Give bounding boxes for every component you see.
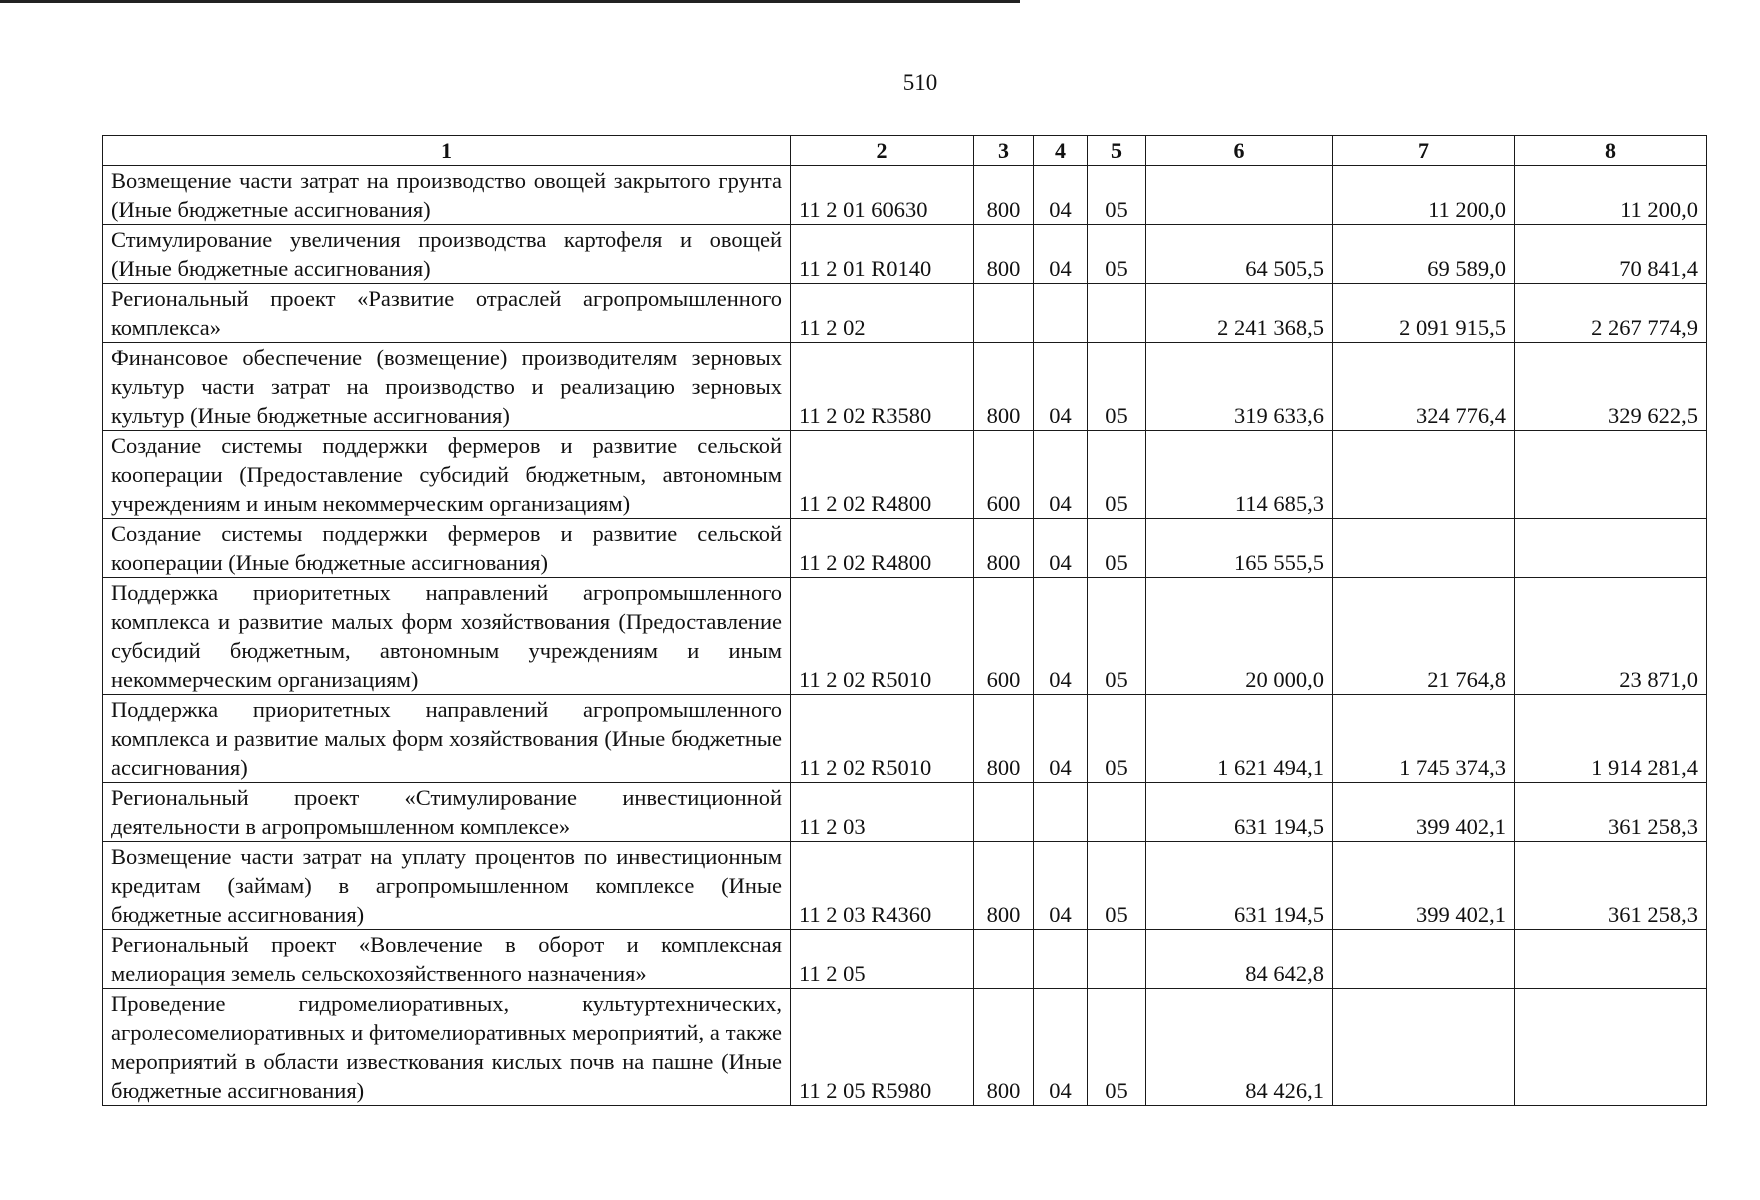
row-rz: 04 bbox=[1034, 225, 1088, 284]
header-col-2: 2 bbox=[791, 136, 974, 166]
row-value-7 bbox=[1333, 519, 1515, 578]
top-rule bbox=[0, 0, 1020, 3]
row-pr bbox=[1088, 284, 1146, 343]
row-value-7: 11 200,0 bbox=[1333, 166, 1515, 225]
row-vr: 800 bbox=[974, 695, 1034, 783]
row-code: 11 2 02 R4800 bbox=[791, 519, 974, 578]
row-name: Региональный проект «Стимулирование инвестиционной деятельности в агропромышленном комплексе» bbox=[103, 783, 791, 842]
row-code: 11 2 01 R0140 bbox=[791, 225, 974, 284]
row-pr: 05 bbox=[1088, 578, 1146, 695]
row-name: Возмещение части затрат на уплату процентов по инвестиционным кредитам (займам) в агропромышленном комплексе (Иные бюджетные ассигнования) bbox=[103, 842, 791, 930]
header-col-7: 7 bbox=[1333, 136, 1515, 166]
table-row bbox=[103, 695, 1707, 783]
row-rz: 04 bbox=[1034, 166, 1088, 225]
row-vr bbox=[974, 783, 1034, 842]
row-value-6: 319 633,6 bbox=[1146, 343, 1333, 431]
row-code: 11 2 05 bbox=[791, 930, 974, 989]
row-code: 11 2 02 R5010 bbox=[791, 695, 974, 783]
row-vr: 800 bbox=[974, 989, 1034, 1106]
row-vr: 800 bbox=[974, 225, 1034, 284]
row-value-8 bbox=[1515, 431, 1707, 519]
row-value-8: 70 841,4 bbox=[1515, 225, 1707, 284]
row-name: Создание системы поддержки фермеров и развитие сельской кооперации (Иные бюджетные ассигнования) bbox=[103, 519, 791, 578]
row-pr: 05 bbox=[1088, 989, 1146, 1106]
row-pr: 05 bbox=[1088, 225, 1146, 284]
row-vr: 800 bbox=[974, 166, 1034, 225]
row-value-6: 84 426,1 bbox=[1146, 989, 1333, 1106]
row-rz: 04 bbox=[1034, 695, 1088, 783]
row-pr bbox=[1088, 930, 1146, 989]
header-col-8: 8 bbox=[1515, 136, 1707, 166]
table-row bbox=[103, 578, 1707, 695]
row-vr: 600 bbox=[974, 578, 1034, 695]
row-vr: 600 bbox=[974, 431, 1034, 519]
header-col-3: 3 bbox=[974, 136, 1034, 166]
row-rz: 04 bbox=[1034, 842, 1088, 930]
header-col-4: 4 bbox=[1034, 136, 1088, 166]
header-col-6: 6 bbox=[1146, 136, 1333, 166]
table-row bbox=[103, 842, 1707, 930]
row-value-6: 1 621 494,1 bbox=[1146, 695, 1333, 783]
row-name: Проведение гидромелиоративных, культуртехнических, агролесомелиоративных и фитомелиоративных мероприятий, а также мероприятий в области известкования кислых почв на пашне (Иные бюджетные ассигнования) bbox=[103, 989, 791, 1106]
row-name: Поддержка приоритетных направлений агропромышленного комплекса и развитие малых форм хозяйствования (Предоставление субсидий бюджетным, автономным учреждениям и иным некоммерческим организациям) bbox=[103, 578, 791, 695]
row-name: Стимулирование увеличения производства картофеля и овощей (Иные бюджетные ассигнования) bbox=[103, 225, 791, 284]
row-rz bbox=[1034, 783, 1088, 842]
row-vr: 800 bbox=[974, 519, 1034, 578]
row-value-7 bbox=[1333, 930, 1515, 989]
row-value-6: 2 241 368,5 bbox=[1146, 284, 1333, 343]
row-value-6: 20 000,0 bbox=[1146, 578, 1333, 695]
row-value-7: 399 402,1 bbox=[1333, 842, 1515, 930]
row-name: Финансовое обеспечение (возмещение) производителям зерновых культур части затрат на производство и реализацию зерновых культур (Иные бюджетные ассигнования) bbox=[103, 343, 791, 431]
row-value-6: 165 555,5 bbox=[1146, 519, 1333, 578]
row-vr: 800 bbox=[974, 343, 1034, 431]
row-code: 11 2 01 60630 bbox=[791, 166, 974, 225]
header-col-1: 1 bbox=[103, 136, 791, 166]
row-name: Поддержка приоритетных направлений агропромышленного комплекса и развитие малых форм хозяйствования (Иные бюджетные ассигнования) bbox=[103, 695, 791, 783]
table-row bbox=[103, 783, 1707, 842]
row-rz: 04 bbox=[1034, 519, 1088, 578]
header-col-5: 5 bbox=[1088, 136, 1146, 166]
row-value-8: 361 258,3 bbox=[1515, 783, 1707, 842]
row-value-8 bbox=[1515, 519, 1707, 578]
row-value-7: 1 745 374,3 bbox=[1333, 695, 1515, 783]
table-row bbox=[103, 989, 1707, 1106]
row-value-6: 64 505,5 bbox=[1146, 225, 1333, 284]
row-value-6: 631 194,5 bbox=[1146, 783, 1333, 842]
row-rz: 04 bbox=[1034, 343, 1088, 431]
row-value-7: 324 776,4 bbox=[1333, 343, 1515, 431]
row-value-6 bbox=[1146, 166, 1333, 225]
row-pr bbox=[1088, 783, 1146, 842]
row-value-7: 21 764,8 bbox=[1333, 578, 1515, 695]
row-rz: 04 bbox=[1034, 578, 1088, 695]
row-code: 11 2 03 R4360 bbox=[791, 842, 974, 930]
budget-table bbox=[102, 135, 1707, 1106]
row-rz: 04 bbox=[1034, 989, 1088, 1106]
row-value-8 bbox=[1515, 989, 1707, 1106]
row-code: 11 2 02 R4800 bbox=[791, 431, 974, 519]
row-value-6: 631 194,5 bbox=[1146, 842, 1333, 930]
row-value-7 bbox=[1333, 431, 1515, 519]
row-name: Возмещение части затрат на производство овощей закрытого грунта (Иные бюджетные ассигнования) bbox=[103, 166, 791, 225]
table-row bbox=[103, 431, 1707, 519]
row-name: Региональный проект «Развитие отраслей агропромышленного комплекса» bbox=[103, 284, 791, 343]
row-pr: 05 bbox=[1088, 166, 1146, 225]
row-pr: 05 bbox=[1088, 343, 1146, 431]
row-code: 11 2 05 R5980 bbox=[791, 989, 974, 1106]
row-rz: 04 bbox=[1034, 431, 1088, 519]
row-pr: 05 bbox=[1088, 695, 1146, 783]
page-number: 510 bbox=[902, 70, 938, 95]
row-value-7: 69 589,0 bbox=[1333, 225, 1515, 284]
row-vr: 800 bbox=[974, 842, 1034, 930]
row-value-6: 84 642,8 bbox=[1146, 930, 1333, 989]
table-row bbox=[103, 284, 1707, 343]
row-value-8: 1 914 281,4 bbox=[1515, 695, 1707, 783]
row-value-8: 11 200,0 bbox=[1515, 166, 1707, 225]
table-row bbox=[103, 519, 1707, 578]
row-value-6: 114 685,3 bbox=[1146, 431, 1333, 519]
row-code: 11 2 02 R5010 bbox=[791, 578, 974, 695]
row-pr: 05 bbox=[1088, 842, 1146, 930]
row-vr bbox=[974, 284, 1034, 343]
row-code: 11 2 02 R3580 bbox=[791, 343, 974, 431]
row-value-7: 2 091 915,5 bbox=[1333, 284, 1515, 343]
header-row bbox=[103, 136, 1707, 166]
row-value-7: 399 402,1 bbox=[1333, 783, 1515, 842]
row-pr: 05 bbox=[1088, 431, 1146, 519]
row-value-8: 2 267 774,9 bbox=[1515, 284, 1707, 343]
row-value-8: 23 871,0 bbox=[1515, 578, 1707, 695]
row-name: Создание системы поддержки фермеров и развитие сельской кооперации (Предоставление субсидий бюджетным, автономным учреждениям и иным некоммерческим организациям) bbox=[103, 431, 791, 519]
row-vr bbox=[974, 930, 1034, 989]
row-value-8: 361 258,3 bbox=[1515, 842, 1707, 930]
table-row bbox=[103, 343, 1707, 431]
row-code: 11 2 03 bbox=[791, 783, 974, 842]
row-value-8: 329 622,5 bbox=[1515, 343, 1707, 431]
row-rz bbox=[1034, 284, 1088, 343]
row-value-8 bbox=[1515, 930, 1707, 989]
table-row bbox=[103, 166, 1707, 225]
row-pr: 05 bbox=[1088, 519, 1146, 578]
row-code: 11 2 02 bbox=[791, 284, 974, 343]
row-value-7 bbox=[1333, 989, 1515, 1106]
table-row bbox=[103, 225, 1707, 284]
row-rz bbox=[1034, 930, 1088, 989]
row-name: Региональный проект «Вовлечение в оборот и комплексная мелиорация земель сельскохозяйственного назначения» bbox=[103, 930, 791, 989]
table-row bbox=[103, 930, 1707, 989]
